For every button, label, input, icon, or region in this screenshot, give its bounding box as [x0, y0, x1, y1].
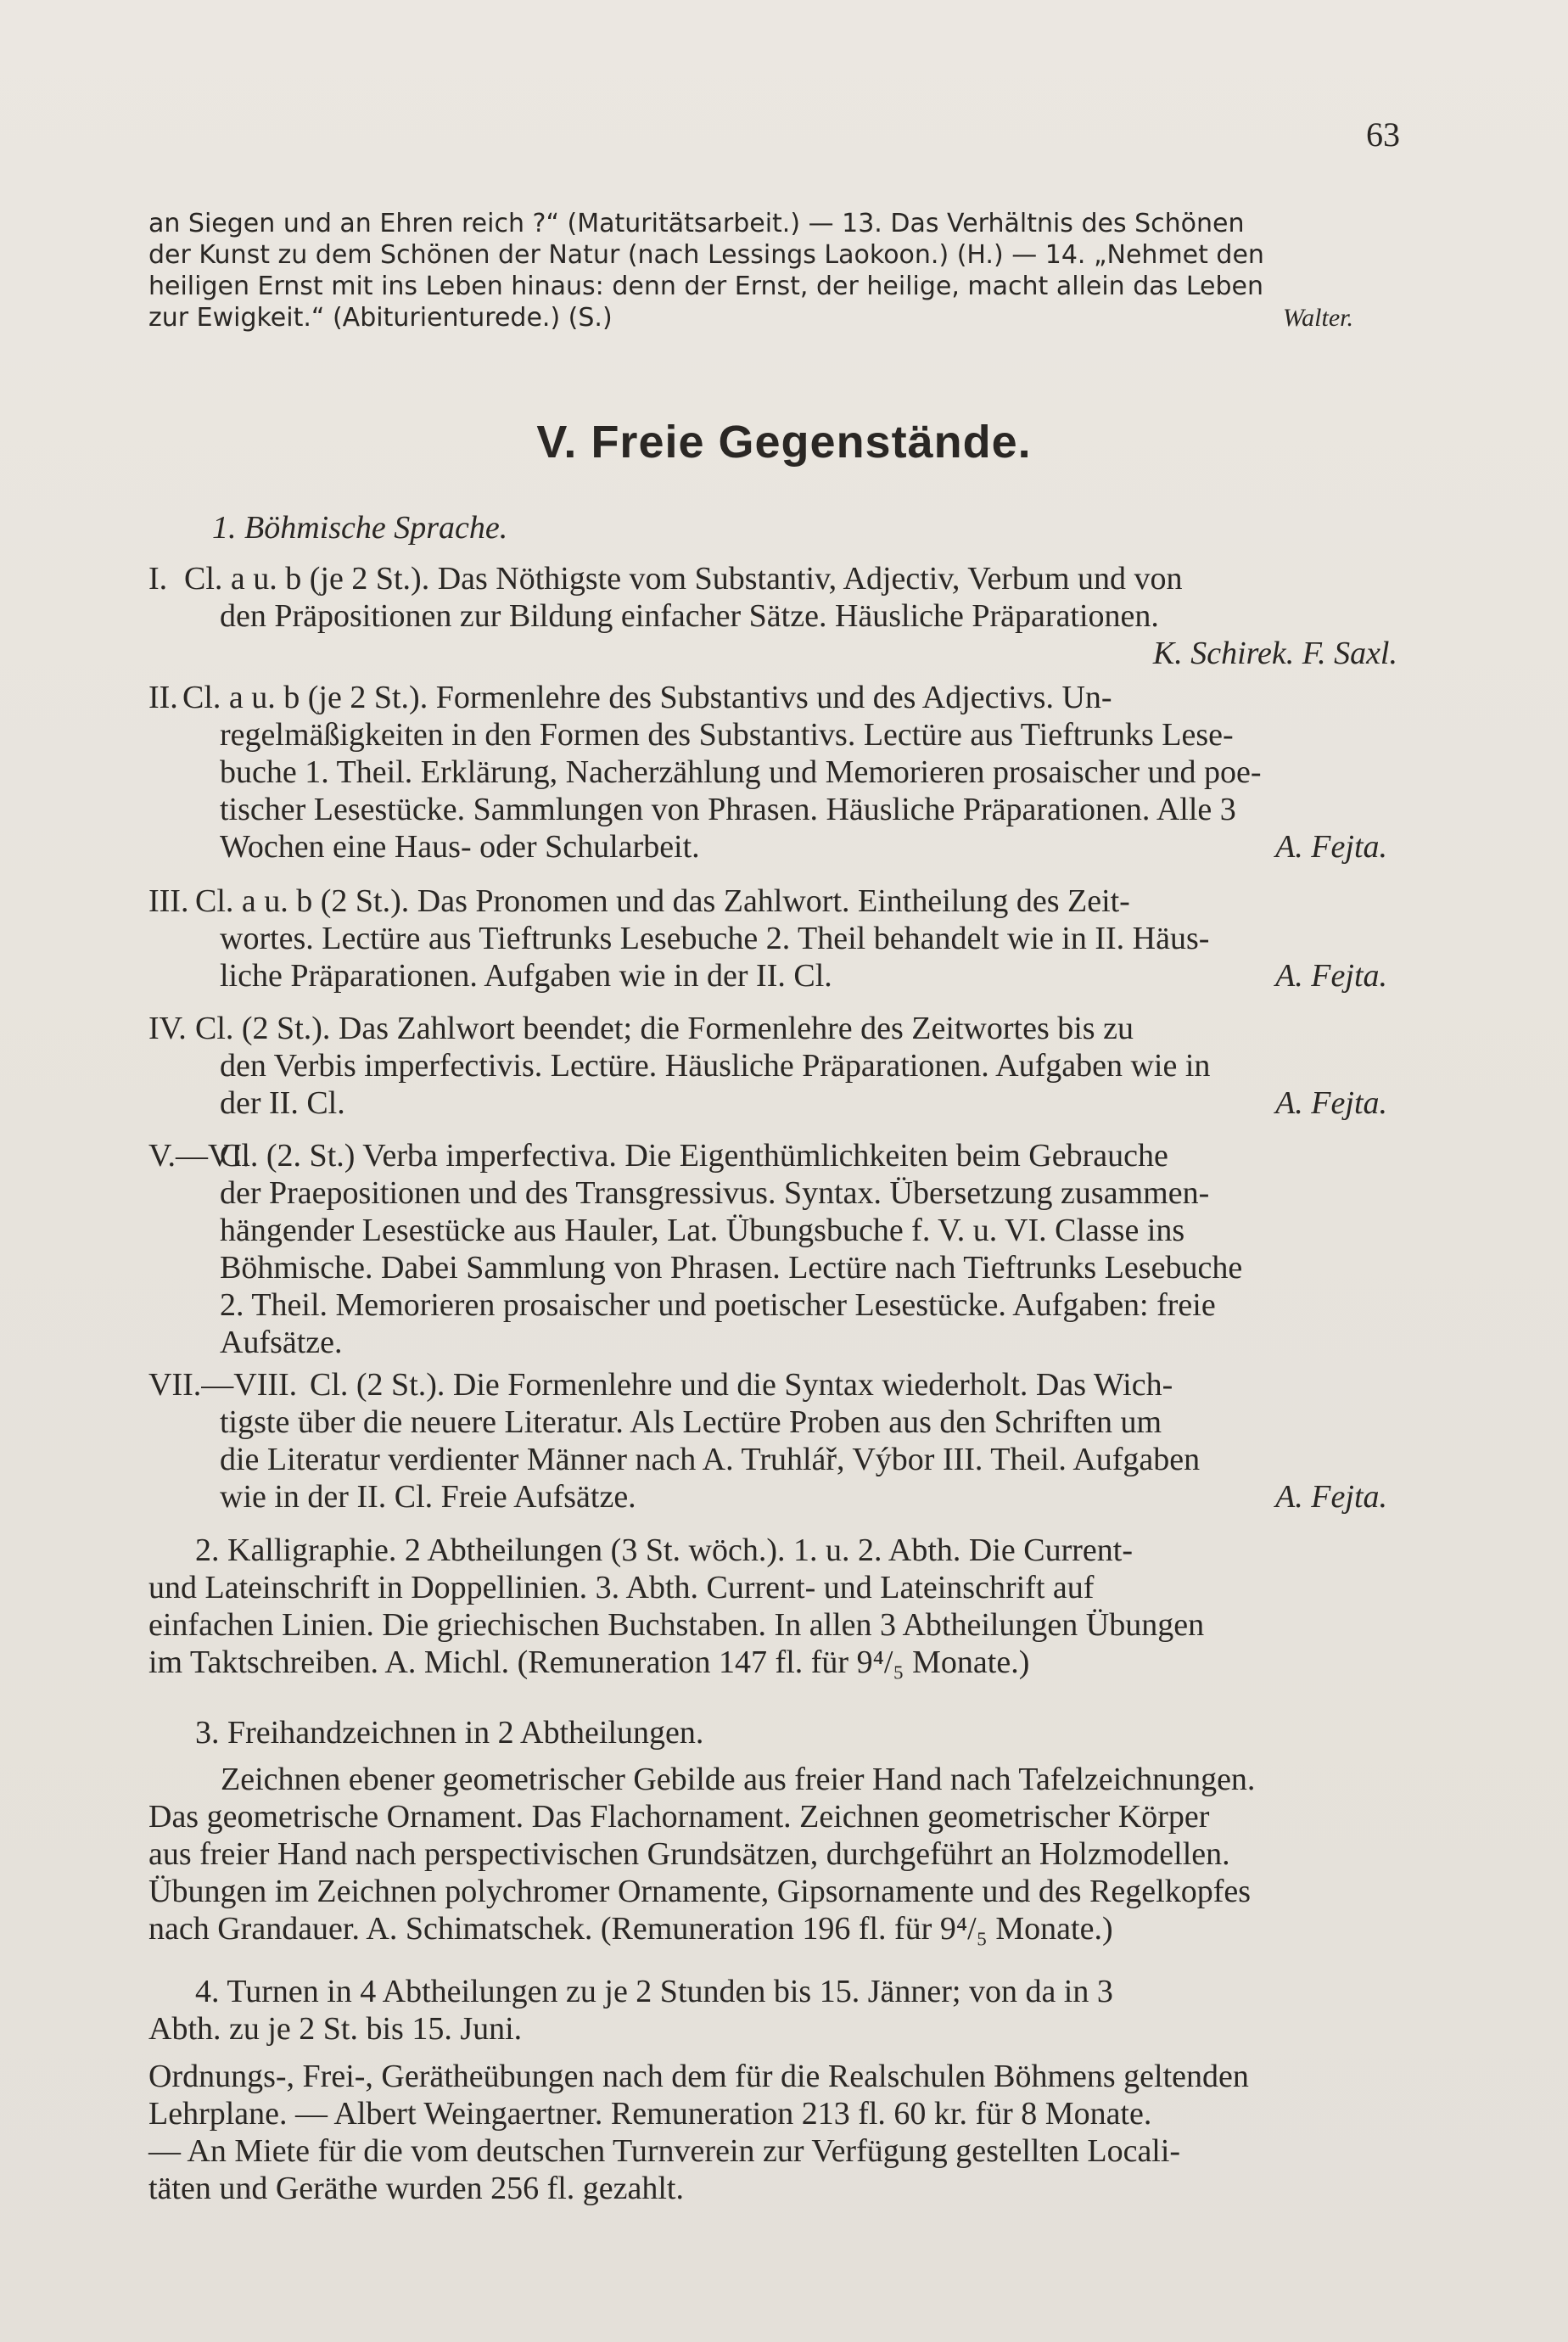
intro-line: heiligen Ernst mit ins Leben hinaus: denn der Ernst, der heilige, macht allein das Leben [148, 272, 1263, 301]
gym-line: 4. Turnen in 4 Abtheilungen zu je 2 Stunden bis 15. Jänner; von da in 3 [195, 1974, 1113, 2009]
intro-line: zur Ewigkeit.“ (Abiturienturede.) (S.) [148, 303, 613, 333]
class-entry-5-6 [148, 1137, 1404, 1361]
gym-line: — An Miete für die vom deutschen Turnverein zur Verfügung gestellten Locali- [148, 2133, 1181, 2169]
class-entry-2 [148, 679, 1404, 866]
class-number: VII.—VIII. [148, 1367, 298, 1403]
class-entry-7-8 [148, 1366, 1404, 1516]
class-text-line: den Verbis imperfectivis. Lectüre. Häusliche Präparationen. Aufgaben wie in [220, 1048, 1211, 1084]
section-heading: V. Freie Gegenstände. [536, 417, 1032, 468]
calligraphy-line: 2. Kalligraphie. 2 Abtheilungen (3 St. wöch.). 1. u. 2. Abth. Die Current- [195, 1532, 1133, 1568]
page-number: 63 [1366, 115, 1400, 154]
class-text-line: Cl. a u. b (2 St.). Das Pronomen und das Zahlwort. Eintheilung des Zeit- [195, 883, 1130, 919]
class-number: I. [148, 561, 168, 597]
drawing-section [148, 1714, 1404, 1751]
calligraphy-line: im Taktschreiben. A. Michl. (Remuneration 147 fl. für 9⁴/₅ Monate.) [148, 1644, 1030, 1680]
class-text-line: den Präpositionen zur Bildung einfacher Sätze. Häusliche Präparationen. [220, 598, 1159, 634]
teacher-name: A. Fejta. [1275, 829, 1387, 865]
class-entry-4 [148, 1010, 1404, 1122]
calligraphy-section [148, 1532, 1404, 1681]
class-text-line: tischer Lesestücke. Sammlungen von Phrasen. Häusliche Präparationen. Alle 3 [220, 792, 1236, 827]
gym-section [148, 1973, 1404, 2048]
gym-body [148, 2058, 1404, 2207]
class-text-line: tigste über die neuere Literatur. Als Lectüre Proben aus den Schriften um [220, 1404, 1162, 1440]
class-text-line: Cl. (2 St.). Das Zahlwort beendet; die Formenlehre des Zeitwortes bis zu [195, 1011, 1134, 1046]
gym-line: Abth. zu je 2 St. bis 15. Juni. [148, 2011, 523, 2047]
class-text-line: Cl. (2 St.). Die Formenlehre und die Syntax wiederholt. Das Wich- [310, 1367, 1173, 1403]
class-text-line: buche 1. Theil. Erklärung, Nacherzählung und Memorieren prosaischer und poe- [220, 754, 1262, 790]
drawing-line: Zeichnen ebener geometrischer Gebilde aus freier Hand nach Tafelzeichnungen. [221, 1762, 1256, 1797]
calligraphy-line: und Lateinschrift in Doppellinien. 3. Abth. Current- und Lateinschrift auf [148, 1570, 1095, 1605]
drawing-line: nach Grandauer. A. Schimatschek. (Remuneration 196 fl. für 9⁴/₅ Monate.) [148, 1911, 1113, 1947]
class-number: II. [148, 680, 178, 715]
class-text-line: die Literatur verdienter Männer nach A. Truhlář, Výbor III. Theil. Aufgaben [220, 1442, 1201, 1477]
class-text-line: Cl. a u. b (je 2 St.). Formenlehre des Substantivs und des Adjectivs. Un- [182, 680, 1112, 715]
class-text-line: der Praepositionen und des Transgressivus. Syntax. Übersetzung zusammen- [220, 1175, 1210, 1211]
intro-line: an Siegen und an Ehren reich ?“ (Maturitätsarbeit.) — 13. Das Verhältnis des Schönen [148, 209, 1245, 238]
class-text-line: regelmäßigkeiten in den Formen des Substantivs. Lectüre aus Tieftrunks Lese- [220, 717, 1234, 753]
gym-line: Lehrplane. — Albert Weingaertner. Remuneration 213 fl. 60 kr. für 8 Monate. [148, 2096, 1152, 2132]
drawing-line: aus freier Hand nach perspectivischen Grundsätzen, durchgeführt an Holzmodellen. [148, 1836, 1230, 1872]
drawing-body [148, 1761, 1404, 1947]
class-entry-3 [148, 882, 1404, 995]
teacher-names: K. Schirek. F. Saxl. [1152, 636, 1397, 671]
class-text-line: 2. Theil. Memorieren prosaischer und poetischer Lesestücke. Aufgaben: freie [220, 1287, 1216, 1323]
teacher-name: A. Fejta. [1275, 1085, 1387, 1121]
intro-line: der Kunst zu dem Schönen der Natur (nach Lessings Laokoon.) (H.) — 14. „Nehmet den [148, 240, 1264, 270]
class-number: V.—VI. [148, 1138, 250, 1174]
calligraphy-line: einfachen Linien. Die griechischen Buchstaben. In allen 3 Abtheilungen Übungen [148, 1607, 1205, 1643]
drawing-line: Übungen im Zeichnen polychromer Ornamente, Gipsornamente und des Regelkopfes [148, 1874, 1252, 1909]
class-text-line: Cl. (2. St.) Verba imperfectiva. Die Eigenthümlichkeiten beim Gebrauche [220, 1138, 1168, 1174]
drawing-line: Das geometrische Ornament. Das Flachornament. Zeichnen geometrischer Körper [148, 1799, 1210, 1835]
subsection-title-bohemian: 1. Böhmische Sprache. [212, 510, 508, 546]
teacher-name: A. Fejta. [1275, 1479, 1387, 1515]
class-text-line: Cl. a u. b (je 2 St.). Das Nöthigste vom Substantiv, Adjectiv, Verbum und von [184, 561, 1183, 597]
class-text-line: der II. Cl. [220, 1085, 345, 1121]
class-text-line: Aufsätze. [220, 1325, 343, 1360]
class-text-line: Wochen eine Haus- oder Schularbeit. [220, 829, 700, 865]
gym-line: täten und Geräthe wurden 256 fl. gezahlt. [148, 2171, 684, 2206]
class-text-line: wie in der II. Cl. Freie Aufsätze. [220, 1479, 636, 1515]
class-number: IV. [148, 1011, 187, 1046]
drawing-title: 3. Freihandzeichnen in 2 Abtheilungen. [195, 1715, 704, 1751]
class-entry-1 [148, 560, 1404, 672]
class-number: III. [148, 883, 189, 919]
gym-line: Ordnungs-, Frei-, Geräthеübungen nach dem für die Realschulen Böhmens geltenden [148, 2059, 1249, 2094]
class-text-line: hängender Lesestücke aus Hauler, Lat. Übungsbuche f. V. u. VI. Classe ins [220, 1213, 1185, 1248]
intro-paragraph [148, 208, 1404, 333]
intro-signature: Walter. [1282, 304, 1353, 332]
class-text-line: liche Präparationen. Aufgaben wie in der II. Cl. [220, 958, 832, 994]
class-text-line: wortes. Lectüre aus Tieftrunks Lesebuche 2. Theil behandelt wie in II. Häus- [220, 921, 1210, 956]
teacher-name: A. Fejta. [1275, 958, 1387, 994]
class-text-line: Böhmische. Dabei Sammlung von Phrasen. Lectüre nach Tieftrunks Lesebuche [220, 1250, 1243, 1286]
